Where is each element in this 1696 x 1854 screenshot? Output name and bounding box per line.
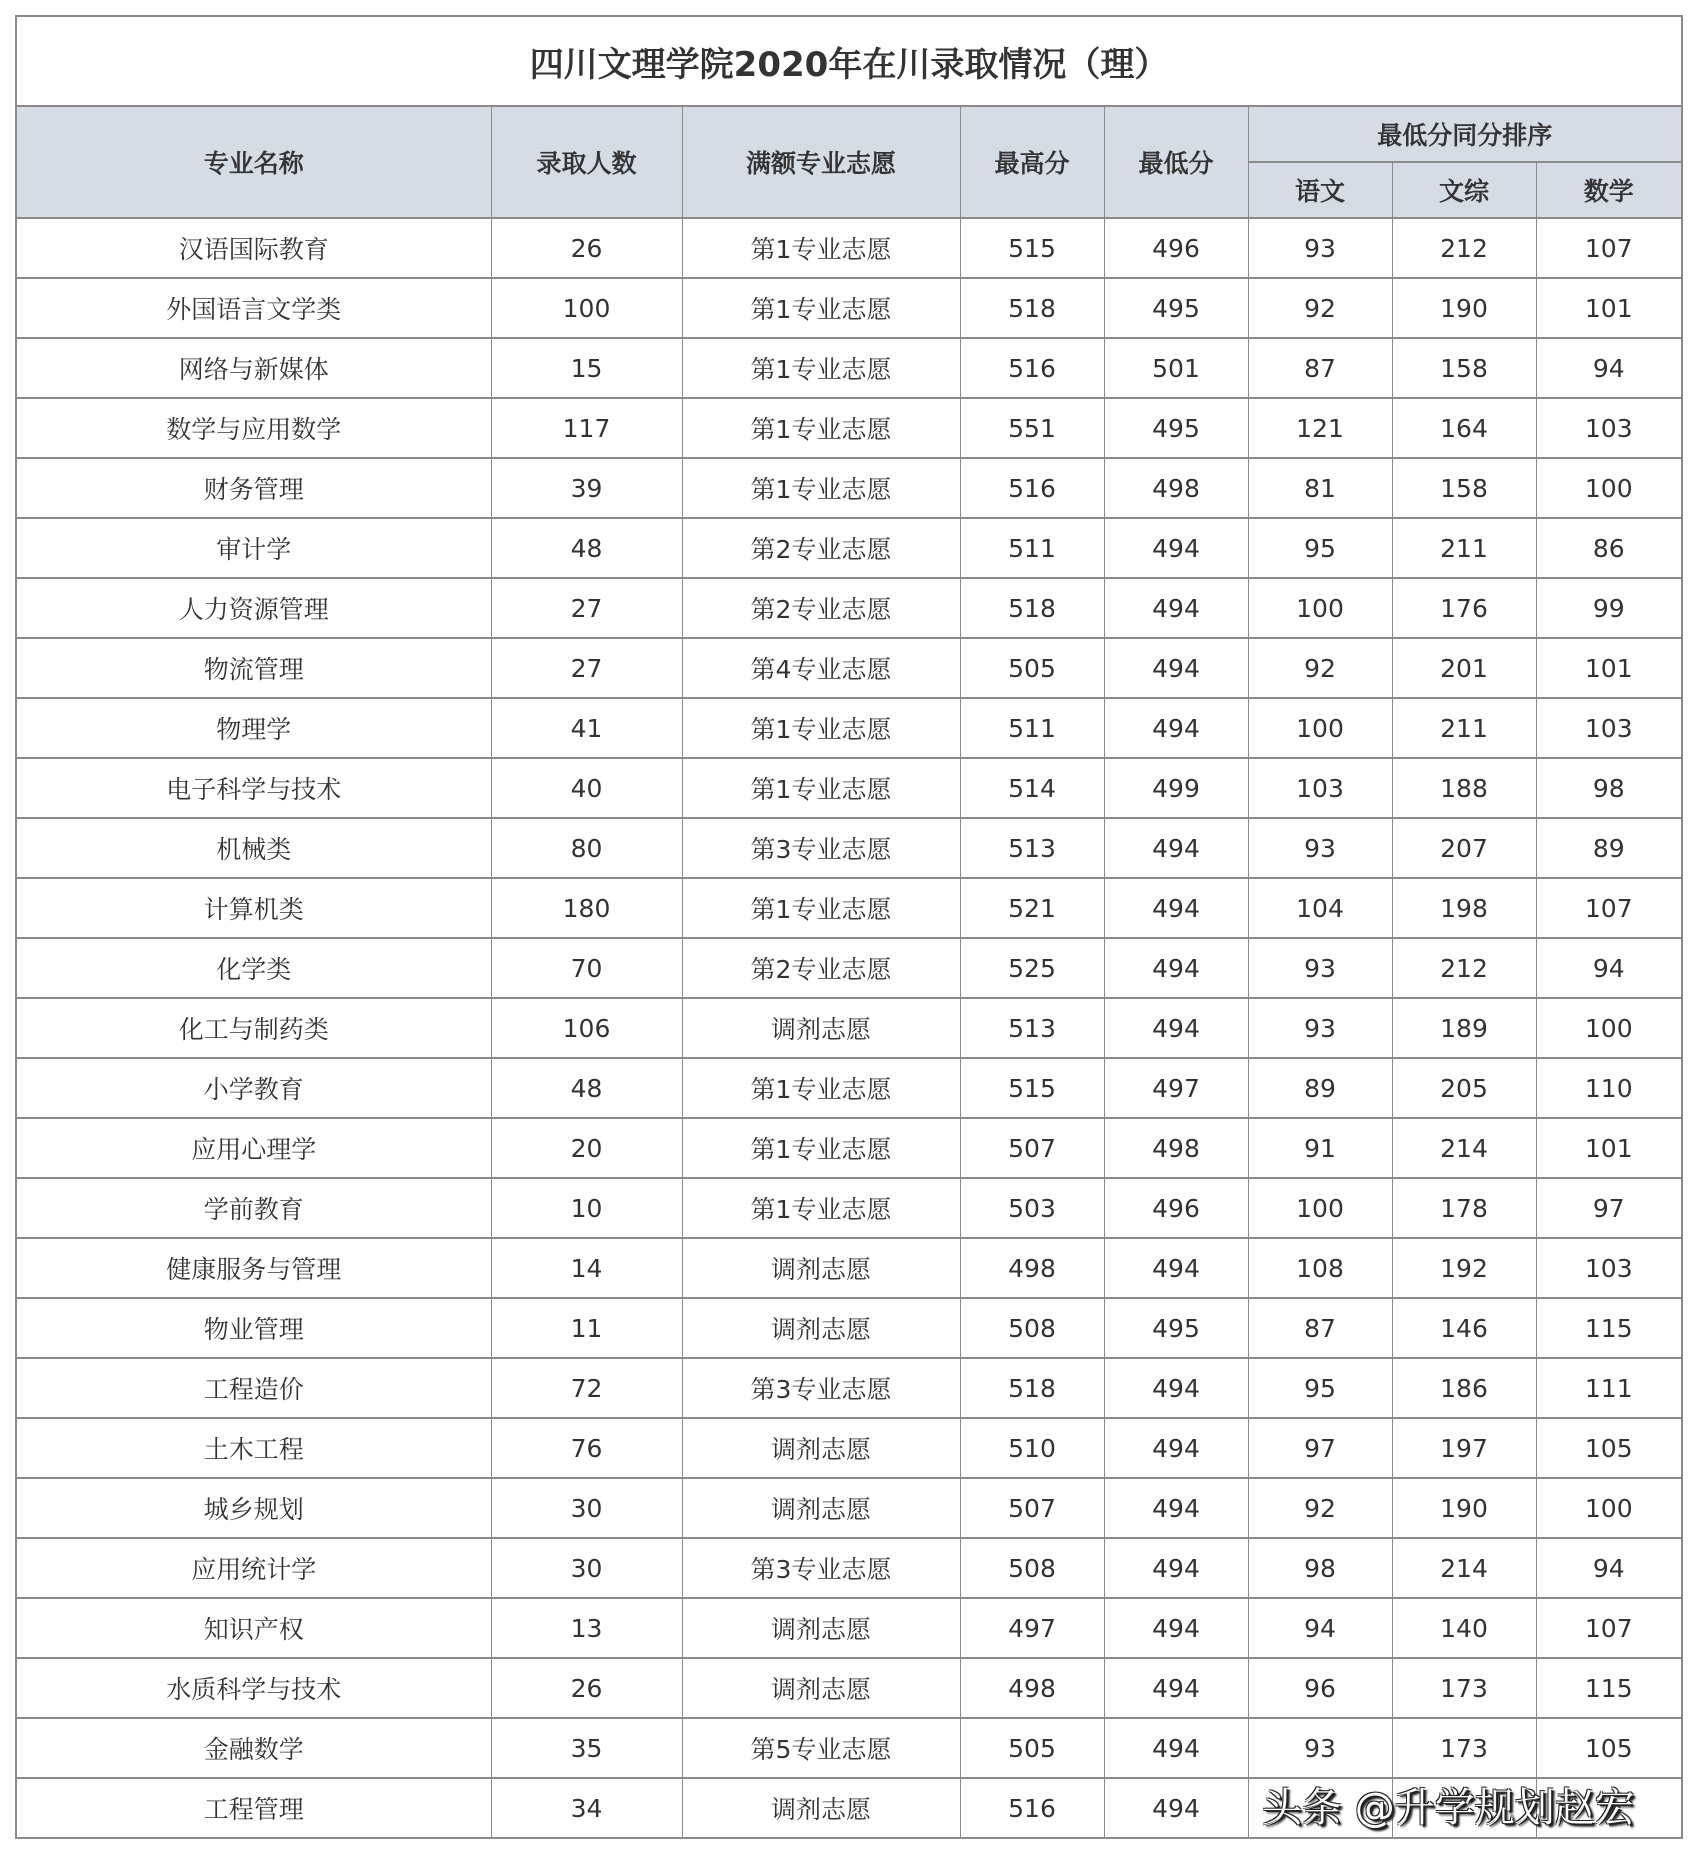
cell-comprehensive: 207 bbox=[1392, 818, 1536, 878]
cell-math: 115 bbox=[1536, 1658, 1682, 1718]
cell-max-score: 513 bbox=[960, 998, 1104, 1058]
cell-math: 98 bbox=[1536, 758, 1682, 818]
cell-comprehensive: 190 bbox=[1392, 278, 1536, 338]
cell-comprehensive: 186 bbox=[1392, 1358, 1536, 1418]
cell-choice: 第1专业志愿 bbox=[682, 218, 960, 278]
cell-max-score: 521 bbox=[960, 878, 1104, 938]
cell-min-score: 494 bbox=[1104, 938, 1248, 998]
cell-admitted: 30 bbox=[491, 1478, 682, 1538]
cell-comprehensive: 205 bbox=[1392, 1058, 1536, 1118]
cell-math: 101 bbox=[1536, 278, 1682, 338]
cell-math: 101 bbox=[1536, 638, 1682, 698]
cell-comprehensive: 189 bbox=[1392, 998, 1536, 1058]
cell-choice: 第1专业志愿 bbox=[682, 1178, 960, 1238]
cell-admitted: 27 bbox=[491, 578, 682, 638]
cell-chinese: 100 bbox=[1248, 1178, 1392, 1238]
cell-min-score: 494 bbox=[1104, 1478, 1248, 1538]
cell-comprehensive: 188 bbox=[1392, 758, 1536, 818]
cell-min-score: 494 bbox=[1104, 698, 1248, 758]
cell-major: 物业管理 bbox=[16, 1298, 491, 1358]
cell-math: 94 bbox=[1536, 1538, 1682, 1598]
cell-major: 物流管理 bbox=[16, 638, 491, 698]
cell-min-score: 494 bbox=[1104, 518, 1248, 578]
cell-comprehensive: 176 bbox=[1392, 578, 1536, 638]
cell-chinese: 81 bbox=[1248, 458, 1392, 518]
cell-chinese: 89 bbox=[1248, 1058, 1392, 1118]
cell-max-score: 518 bbox=[960, 278, 1104, 338]
cell-math: 101 bbox=[1536, 1118, 1682, 1178]
cell-comprehensive: 201 bbox=[1392, 638, 1536, 698]
cell-admitted: 13 bbox=[491, 1598, 682, 1658]
table-row bbox=[16, 218, 1682, 278]
cell-major: 机械类 bbox=[16, 818, 491, 878]
cell-math: 115 bbox=[1536, 1298, 1682, 1358]
cell-max-score: 507 bbox=[960, 1478, 1104, 1538]
cell-admitted: 26 bbox=[491, 218, 682, 278]
cell-major: 土木工程 bbox=[16, 1418, 491, 1478]
cell-choice: 第1专业志愿 bbox=[682, 458, 960, 518]
table-row bbox=[16, 1478, 1682, 1538]
cell-comprehensive: 158 bbox=[1392, 338, 1536, 398]
cell-choice: 调剂志愿 bbox=[682, 1418, 960, 1478]
cell-chinese: 92 bbox=[1248, 1478, 1392, 1538]
cell-choice: 第3专业志愿 bbox=[682, 1538, 960, 1598]
cell-chinese: 103 bbox=[1248, 758, 1392, 818]
cell-max-score: 551 bbox=[960, 398, 1104, 458]
cell-min-score: 496 bbox=[1104, 218, 1248, 278]
cell-admitted: 35 bbox=[491, 1718, 682, 1778]
cell-math: 94 bbox=[1536, 938, 1682, 998]
cell-chinese: 100 bbox=[1248, 698, 1392, 758]
cell-major: 物理学 bbox=[16, 698, 491, 758]
cell-min-score: 499 bbox=[1104, 758, 1248, 818]
cell-choice: 第1专业志愿 bbox=[682, 758, 960, 818]
cell-major: 知识产权 bbox=[16, 1598, 491, 1658]
cell-chinese: 121 bbox=[1248, 398, 1392, 458]
cell-min-score: 501 bbox=[1104, 338, 1248, 398]
cell-choice: 第1专业志愿 bbox=[682, 698, 960, 758]
cell-admitted: 11 bbox=[491, 1298, 682, 1358]
cell-max-score: 497 bbox=[960, 1598, 1104, 1658]
cell-choice: 第5专业志愿 bbox=[682, 1718, 960, 1778]
cell-choice: 第1专业志愿 bbox=[682, 1058, 960, 1118]
cell-min-score: 494 bbox=[1104, 1658, 1248, 1718]
cell-comprehensive: 211 bbox=[1392, 518, 1536, 578]
cell-choice: 调剂志愿 bbox=[682, 1238, 960, 1298]
table-row bbox=[16, 998, 1682, 1058]
cell-admitted: 80 bbox=[491, 818, 682, 878]
cell-choice: 调剂志愿 bbox=[682, 1478, 960, 1538]
table-header bbox=[16, 16, 1682, 218]
cell-major: 财务管理 bbox=[16, 458, 491, 518]
cell-chinese: 91 bbox=[1248, 1118, 1392, 1178]
cell-chinese: 87 bbox=[1248, 338, 1392, 398]
cell-max-score: 518 bbox=[960, 578, 1104, 638]
cell-comprehensive: 214 bbox=[1392, 1118, 1536, 1178]
cell-math: 103 bbox=[1536, 398, 1682, 458]
table-body bbox=[16, 218, 1682, 1838]
cell-min-score: 494 bbox=[1104, 1358, 1248, 1418]
cell-choice: 调剂志愿 bbox=[682, 1598, 960, 1658]
cell-major: 网络与新媒体 bbox=[16, 338, 491, 398]
cell-max-score: 511 bbox=[960, 698, 1104, 758]
cell-choice: 调剂志愿 bbox=[682, 1658, 960, 1718]
cell-chinese: 95 bbox=[1248, 1358, 1392, 1418]
cell-choice: 第1专业志愿 bbox=[682, 1118, 960, 1178]
cell-min-score: 497 bbox=[1104, 1058, 1248, 1118]
cell-max-score: 525 bbox=[960, 938, 1104, 998]
table-row bbox=[16, 638, 1682, 698]
cell-choice: 调剂志愿 bbox=[682, 1778, 960, 1838]
cell-math: 107 bbox=[1536, 218, 1682, 278]
table-row bbox=[16, 578, 1682, 638]
cell-comprehensive: 214 bbox=[1392, 1538, 1536, 1598]
cell-choice: 第2专业志愿 bbox=[682, 518, 960, 578]
cell-major: 水质科学与技术 bbox=[16, 1658, 491, 1718]
cell-chinese: 104 bbox=[1248, 878, 1392, 938]
admission-table-container bbox=[15, 15, 1681, 1839]
cell-min-score: 495 bbox=[1104, 398, 1248, 458]
cell-admitted: 39 bbox=[491, 458, 682, 518]
cell-math: 97 bbox=[1536, 1178, 1682, 1238]
cell-max-score: 515 bbox=[960, 218, 1104, 278]
cell-comprehensive: 190 bbox=[1392, 1478, 1536, 1538]
cell-chinese: 93 bbox=[1248, 938, 1392, 998]
cell-math: 86 bbox=[1536, 518, 1682, 578]
cell-min-score: 494 bbox=[1104, 998, 1248, 1058]
cell-max-score: 511 bbox=[960, 518, 1104, 578]
cell-max-score: 516 bbox=[960, 338, 1104, 398]
cell-admitted: 40 bbox=[491, 758, 682, 818]
cell-admitted: 100 bbox=[491, 278, 682, 338]
table-row bbox=[16, 338, 1682, 398]
cell-min-score: 494 bbox=[1104, 878, 1248, 938]
cell-chinese: 97 bbox=[1248, 1418, 1392, 1478]
cell-min-score: 494 bbox=[1104, 1718, 1248, 1778]
cell-comprehensive: 197 bbox=[1392, 1418, 1536, 1478]
table-row bbox=[16, 1118, 1682, 1178]
cell-min-score: 495 bbox=[1104, 1298, 1248, 1358]
cell-max-score: 507 bbox=[960, 1118, 1104, 1178]
cell-math: 100 bbox=[1536, 1478, 1682, 1538]
header-chinese: 语文 bbox=[1248, 162, 1392, 218]
cell-major: 应用心理学 bbox=[16, 1118, 491, 1178]
cell-choice: 第3专业志愿 bbox=[682, 1358, 960, 1418]
cell-choice: 第1专业志愿 bbox=[682, 338, 960, 398]
cell-major: 城乡规划 bbox=[16, 1478, 491, 1538]
cell-chinese: 92 bbox=[1248, 278, 1392, 338]
cell-min-score: 498 bbox=[1104, 458, 1248, 518]
table-row bbox=[16, 458, 1682, 518]
cell-min-score: 494 bbox=[1104, 1778, 1248, 1838]
cell-max-score: 508 bbox=[960, 1538, 1104, 1598]
cell-major: 工程管理 bbox=[16, 1778, 491, 1838]
cell-comprehensive: 173 bbox=[1392, 1658, 1536, 1718]
cell-major: 化学类 bbox=[16, 938, 491, 998]
cell-math: 94 bbox=[1536, 338, 1682, 398]
cell-comprehensive: 164 bbox=[1392, 398, 1536, 458]
cell-chinese: 93 bbox=[1248, 818, 1392, 878]
cell-chinese: 93 bbox=[1248, 218, 1392, 278]
cell-major: 人力资源管理 bbox=[16, 578, 491, 638]
cell-max-score: 505 bbox=[960, 638, 1104, 698]
cell-math: 100 bbox=[1536, 998, 1682, 1058]
cell-choice: 第2专业志愿 bbox=[682, 938, 960, 998]
cell-admitted: 180 bbox=[491, 878, 682, 938]
cell-chinese: 108 bbox=[1248, 1238, 1392, 1298]
cell-math: 99 bbox=[1536, 578, 1682, 638]
cell-chinese: 92 bbox=[1248, 638, 1392, 698]
cell-max-score: 513 bbox=[960, 818, 1104, 878]
cell-admitted: 117 bbox=[491, 398, 682, 458]
cell-max-score: 518 bbox=[960, 1358, 1104, 1418]
cell-comprehensive: 212 bbox=[1392, 938, 1536, 998]
cell-comprehensive: 140 bbox=[1392, 1598, 1536, 1658]
cell-major: 金融数学 bbox=[16, 1718, 491, 1778]
table-row bbox=[16, 1718, 1682, 1778]
table-row bbox=[16, 518, 1682, 578]
cell-math: 111 bbox=[1536, 1358, 1682, 1418]
cell-max-score: 516 bbox=[960, 1778, 1104, 1838]
cell-chinese: 100 bbox=[1248, 578, 1392, 638]
cell-chinese: 93 bbox=[1248, 1718, 1392, 1778]
cell-min-score: 494 bbox=[1104, 1418, 1248, 1478]
cell-min-score: 498 bbox=[1104, 1118, 1248, 1178]
cell-max-score: 503 bbox=[960, 1178, 1104, 1238]
cell-admitted: 34 bbox=[491, 1778, 682, 1838]
admission-table bbox=[15, 15, 1683, 1839]
table-row bbox=[16, 818, 1682, 878]
header-math: 数学 bbox=[1536, 162, 1682, 218]
cell-comprehensive: 198 bbox=[1392, 878, 1536, 938]
cell-max-score: 515 bbox=[960, 1058, 1104, 1118]
cell-choice: 第1专业志愿 bbox=[682, 398, 960, 458]
cell-admitted: 48 bbox=[491, 1058, 682, 1118]
cell-major: 外国语言文学类 bbox=[16, 278, 491, 338]
cell-max-score: 510 bbox=[960, 1418, 1104, 1478]
header-full-choice: 满额专业志愿 bbox=[682, 106, 960, 218]
cell-chinese: 95 bbox=[1248, 518, 1392, 578]
cell-min-score: 494 bbox=[1104, 1598, 1248, 1658]
table-row bbox=[16, 698, 1682, 758]
cell-major: 健康服务与管理 bbox=[16, 1238, 491, 1298]
cell-admitted: 41 bbox=[491, 698, 682, 758]
cell-choice: 第2专业志愿 bbox=[682, 578, 960, 638]
cell-max-score: 505 bbox=[960, 1718, 1104, 1778]
cell-major: 电子科学与技术 bbox=[16, 758, 491, 818]
cell-choice: 第4专业志愿 bbox=[682, 638, 960, 698]
cell-major: 化工与制药类 bbox=[16, 998, 491, 1058]
cell-admitted: 48 bbox=[491, 518, 682, 578]
header-comprehensive: 文综 bbox=[1392, 162, 1536, 218]
cell-math: 110 bbox=[1536, 1058, 1682, 1118]
cell-comprehensive: 211 bbox=[1392, 698, 1536, 758]
cell-chinese: 98 bbox=[1248, 1538, 1392, 1598]
cell-min-score: 494 bbox=[1104, 1238, 1248, 1298]
header-admitted: 录取人数 bbox=[491, 106, 682, 218]
table-row bbox=[16, 1358, 1682, 1418]
cell-comprehensive: 192 bbox=[1392, 1238, 1536, 1298]
cell-major: 应用统计学 bbox=[16, 1538, 491, 1598]
cell-max-score: 516 bbox=[960, 458, 1104, 518]
cell-math: 107 bbox=[1536, 878, 1682, 938]
header-min-score: 最低分 bbox=[1104, 106, 1248, 218]
table-row bbox=[16, 1538, 1682, 1598]
cell-max-score: 498 bbox=[960, 1238, 1104, 1298]
cell-choice: 调剂志愿 bbox=[682, 1298, 960, 1358]
cell-math: 100 bbox=[1536, 458, 1682, 518]
cell-min-score: 495 bbox=[1104, 278, 1248, 338]
cell-admitted: 76 bbox=[491, 1418, 682, 1478]
cell-min-score: 494 bbox=[1104, 638, 1248, 698]
cell-chinese: 87 bbox=[1248, 1298, 1392, 1358]
cell-admitted: 20 bbox=[491, 1118, 682, 1178]
cell-min-score: 496 bbox=[1104, 1178, 1248, 1238]
cell-choice: 调剂志愿 bbox=[682, 998, 960, 1058]
cell-comprehensive: 212 bbox=[1392, 218, 1536, 278]
cell-choice: 第3专业志愿 bbox=[682, 818, 960, 878]
header-major: 专业名称 bbox=[16, 106, 491, 218]
table-row bbox=[16, 1058, 1682, 1118]
cell-comprehensive: 146 bbox=[1392, 1298, 1536, 1358]
table-row bbox=[16, 1658, 1682, 1718]
table-title: 四川文理学院2020年在川录取情况（理） bbox=[16, 16, 1682, 106]
cell-major: 小学教育 bbox=[16, 1058, 491, 1118]
table-row bbox=[16, 758, 1682, 818]
cell-max-score: 514 bbox=[960, 758, 1104, 818]
table-row bbox=[16, 1238, 1682, 1298]
cell-max-score: 508 bbox=[960, 1298, 1104, 1358]
cell-major: 学前教育 bbox=[16, 1178, 491, 1238]
table-row bbox=[16, 278, 1682, 338]
cell-major: 审计学 bbox=[16, 518, 491, 578]
cell-major: 数学与应用数学 bbox=[16, 398, 491, 458]
cell-admitted: 14 bbox=[491, 1238, 682, 1298]
cell-math: 103 bbox=[1536, 1238, 1682, 1298]
cell-math: 103 bbox=[1536, 698, 1682, 758]
cell-math: 89 bbox=[1536, 818, 1682, 878]
cell-major: 计算机类 bbox=[16, 878, 491, 938]
cell-chinese: 93 bbox=[1248, 998, 1392, 1058]
cell-math: 105 bbox=[1536, 1718, 1682, 1778]
cell-admitted: 26 bbox=[491, 1658, 682, 1718]
cell-choice: 第1专业志愿 bbox=[682, 278, 960, 338]
table-row bbox=[16, 938, 1682, 998]
cell-chinese: 96 bbox=[1248, 1658, 1392, 1718]
cell-admitted: 30 bbox=[491, 1538, 682, 1598]
table-row bbox=[16, 1298, 1682, 1358]
cell-major: 工程造价 bbox=[16, 1358, 491, 1418]
header-max-score: 最高分 bbox=[960, 106, 1104, 218]
header-tie-group: 最低分同分排序 bbox=[1248, 106, 1682, 162]
cell-comprehensive: 158 bbox=[1392, 458, 1536, 518]
cell-min-score: 494 bbox=[1104, 578, 1248, 638]
cell-comprehensive: 173 bbox=[1392, 1718, 1536, 1778]
table-row bbox=[16, 398, 1682, 458]
cell-max-score: 498 bbox=[960, 1658, 1104, 1718]
cell-admitted: 72 bbox=[491, 1358, 682, 1418]
table-row bbox=[16, 1598, 1682, 1658]
cell-choice: 第1专业志愿 bbox=[682, 878, 960, 938]
cell-chinese: 94 bbox=[1248, 1598, 1392, 1658]
cell-admitted: 106 bbox=[491, 998, 682, 1058]
cell-admitted: 27 bbox=[491, 638, 682, 698]
cell-admitted: 70 bbox=[491, 938, 682, 998]
cell-math: 105 bbox=[1536, 1418, 1682, 1478]
table-row bbox=[16, 1418, 1682, 1478]
cell-comprehensive: 178 bbox=[1392, 1178, 1536, 1238]
cell-math: 107 bbox=[1536, 1598, 1682, 1658]
cell-admitted: 15 bbox=[491, 338, 682, 398]
table-row bbox=[16, 1178, 1682, 1238]
watermark: 头条 @升学规划赵宏 bbox=[1262, 1785, 1635, 1831]
table-row bbox=[16, 878, 1682, 938]
cell-admitted: 10 bbox=[491, 1178, 682, 1238]
cell-major: 汉语国际教育 bbox=[16, 218, 491, 278]
cell-min-score: 494 bbox=[1104, 818, 1248, 878]
cell-min-score: 494 bbox=[1104, 1538, 1248, 1598]
